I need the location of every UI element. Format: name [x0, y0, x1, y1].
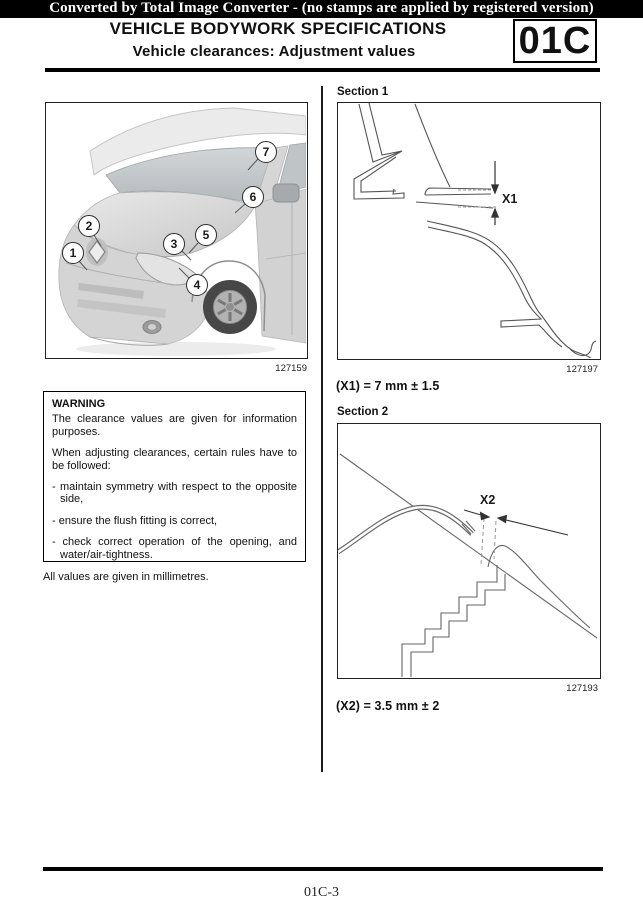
section2-figure — [337, 423, 601, 679]
front-wheel — [203, 280, 257, 334]
x2-dimension-label: X2 — [480, 493, 496, 507]
upper-panel — [425, 188, 491, 195]
warning-paragraph: When adjusting clearances, certain rules have to be followed: — [52, 447, 297, 472]
sill-step-inner — [411, 574, 505, 677]
x1-leader-lines — [458, 190, 497, 207]
vehicle-overview-figure — [45, 102, 308, 359]
callout-2: 2 — [78, 215, 100, 237]
section1-drawing — [338, 103, 599, 358]
body-diagonal — [340, 454, 597, 638]
warning-bullet: - check correct operation of the opening, and water/air-tightness. — [52, 536, 297, 561]
footer-rule — [43, 867, 603, 871]
section2-drawing — [338, 424, 599, 677]
door-seal-core — [338, 507, 472, 552]
warning-title: WARNING — [52, 398, 106, 410]
pillar-section-inner — [361, 157, 396, 192]
gap-right-panel — [488, 545, 590, 628]
fender-panel-hook — [570, 341, 596, 356]
page-title: VEHICLE BODYWORK SPECIFICATIONS — [109, 19, 447, 38]
section2-label: Section 2 — [337, 406, 389, 418]
header-rule — [45, 68, 600, 72]
fog-lamp-lens — [148, 324, 156, 330]
warning-bullet: - ensure the flush fitting is correct, — [52, 514, 218, 527]
ground-shadow — [76, 342, 276, 356]
door-mirror — [273, 184, 299, 202]
x2-arrows — [464, 510, 568, 535]
x2-leader-lines — [481, 518, 496, 565]
pillar-section-inner — [369, 103, 402, 155]
page-number: 01C-3 — [304, 885, 339, 900]
warning-bullet: - maintain symmetry with respect to the opposite side, — [52, 481, 297, 506]
section1-figure — [337, 102, 601, 360]
windscreen-edge — [415, 104, 450, 187]
section1-label: Section 1 — [337, 86, 389, 98]
units-note: All values are given in millimetres. — [43, 571, 209, 583]
warning-paragraph: The clearance values are given for information purposes. — [52, 413, 297, 438]
column-divider — [321, 86, 323, 772]
section1-value: (X1) = 7 mm ± 1.5 — [336, 379, 440, 393]
x1-arrows — [492, 161, 498, 225]
door-seal-outer — [338, 507, 472, 552]
callout-3: 3 — [163, 233, 185, 255]
conversion-banner: Converted by Total Image Converter - (no stamps are applied by registered version) — [0, 0, 643, 18]
figure-number-overview: 127159 — [275, 363, 307, 374]
page-subtitle: Vehicle clearances: Adjustment values — [132, 43, 416, 60]
body-side — [255, 189, 306, 343]
fender-panel-outer — [427, 221, 592, 358]
figure-number-section1: 127197 — [566, 364, 598, 375]
section2-value: (X2) = 3.5 mm ± 2 — [336, 699, 440, 713]
callout-7: 7 — [255, 141, 277, 163]
section-code-box: 01C — [513, 19, 597, 63]
warning-box — [43, 391, 306, 562]
lower-panel — [416, 202, 493, 208]
callout-6: 6 — [242, 186, 264, 208]
callout-1: 1 — [62, 242, 84, 264]
figure-number-section2: 127193 — [566, 683, 598, 694]
callout-4: 4 — [186, 274, 208, 296]
x1-dimension-label: X1 — [502, 192, 518, 206]
callout-5: 5 — [195, 224, 217, 246]
